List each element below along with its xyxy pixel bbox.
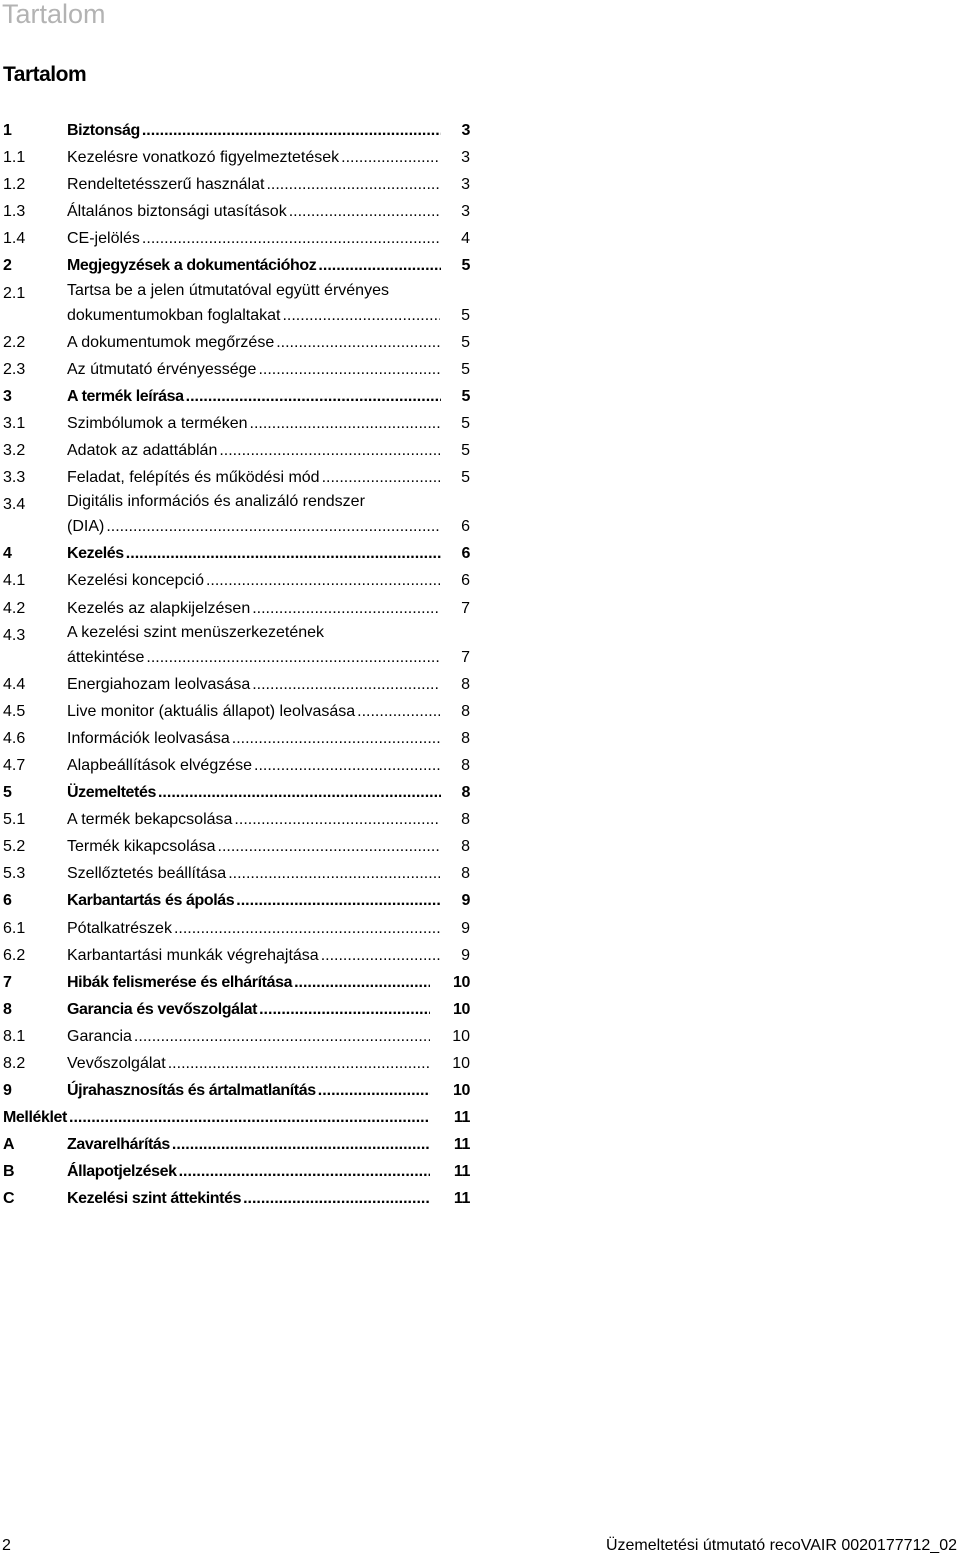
toc-entry-page: 3 <box>461 203 470 221</box>
toc-entry-body <box>67 117 470 144</box>
toc-entry-body <box>67 225 470 252</box>
toc-entry-title: Szellőztetés beállítása <box>67 865 227 883</box>
toc-entry-title: Garancia és vevőszolgálat <box>67 1000 258 1018</box>
toc-entry-title: Melléklet <box>3 1109 67 1127</box>
toc-entry-page: 8 <box>461 865 470 883</box>
toc-leader-dots <box>132 1023 430 1050</box>
toc-entry-page: 11 <box>453 1109 470 1127</box>
toc-entry-title: Információk leolvasása <box>67 729 230 747</box>
toc-entry-title: Pótalkatrészek <box>67 919 172 937</box>
toc-entry-page: 11 <box>453 1163 470 1181</box>
toc-entry-number: 2.2 <box>3 333 26 351</box>
toc-entry-title: Termék kikapcsolása <box>67 838 216 856</box>
toc-entry-body <box>3 1104 470 1131</box>
toc-entry-body <box>67 779 470 806</box>
toc-leader-dots <box>226 860 440 887</box>
toc-entry-page: 5 <box>461 414 470 432</box>
toc-entry[interactable] <box>0 280 470 329</box>
toc-entry-body <box>67 996 470 1023</box>
toc-entry-body <box>67 1077 470 1104</box>
toc-leader-dots <box>355 698 440 725</box>
toc-leader-dots <box>144 644 440 671</box>
toc-entry-number: 5.2 <box>3 838 26 856</box>
toc-leader-dots <box>67 1104 430 1131</box>
toc-entry-title: Zavarelhárítás <box>67 1136 170 1154</box>
toc-entry-title: CE-jelölés <box>67 230 140 248</box>
toc-entry[interactable] <box>0 491 470 540</box>
toc-entry-title: Alapbeállítások elvégzése <box>67 756 253 774</box>
toc-entry-page: 3 <box>461 176 470 194</box>
toc-entry[interactable] <box>0 198 470 225</box>
toc-entry-number: 1.4 <box>3 230 26 248</box>
toc-entry-number: 3.4 <box>3 496 26 514</box>
toc-entry-body <box>67 280 470 329</box>
footer-page-number: 2 <box>2 1537 11 1554</box>
toc-entry-page: 10 <box>452 1055 470 1072</box>
toc-entry-body <box>67 491 470 540</box>
toc-entry-title: Rendeltetésszerű használat <box>67 176 265 194</box>
toc-entry-page: 9 <box>461 892 470 910</box>
toc-entry[interactable] <box>0 887 470 914</box>
toc-entry-number: 4.7 <box>3 756 26 774</box>
toc-entry-body <box>67 144 470 171</box>
table-of-contents <box>0 117 480 1213</box>
toc-entry-title: Kezelés az alapkijelzésen <box>67 599 251 617</box>
toc-entry-title: Live monitor (aktuális állapot) leolvasása <box>67 702 356 720</box>
toc-entry[interactable] <box>0 725 470 752</box>
toc-entry-number: B <box>3 1163 15 1181</box>
toc-entry-title: Vevőszolgálat <box>67 1055 166 1072</box>
toc-entry-body <box>67 725 470 752</box>
toc-entry-body <box>67 383 470 410</box>
toc-leader-dots <box>216 833 441 860</box>
toc-leader-dots <box>319 942 440 969</box>
toc-entry-page: 11 <box>453 1136 470 1154</box>
toc-entry-title: Hibák felismerése és elhárítása <box>67 973 293 991</box>
toc-entry-number: 6 <box>3 892 12 910</box>
toc-entry-number: 3 <box>3 387 12 405</box>
toc-entry-title: Garancia <box>67 1027 132 1045</box>
toc-entry[interactable] <box>0 117 470 144</box>
toc-entry-title-continued: (DIA) <box>67 518 105 536</box>
toc-entry-body <box>67 252 470 279</box>
toc-entry-number: 4.5 <box>3 702 26 720</box>
toc-entry[interactable] <box>0 1131 470 1158</box>
toc-entry-body <box>67 198 470 225</box>
toc-leader-dots <box>104 513 440 540</box>
toc-entry-number: 5 <box>3 784 12 802</box>
toc-entry-body <box>67 1185 470 1212</box>
toc-entry-title: A kezelési szint menüszerkezetének <box>67 623 325 641</box>
toc-leader-dots <box>166 1050 430 1077</box>
toc-entry-title: Adatok az adattáblán <box>67 442 218 460</box>
toc-entry-page: 9 <box>461 919 470 937</box>
toc-entry[interactable] <box>0 329 470 356</box>
toc-leader-dots <box>316 252 441 279</box>
toc-entry[interactable] <box>0 671 470 698</box>
toc-entry-body <box>67 969 470 996</box>
toc-entry[interactable] <box>0 356 470 383</box>
toc-entry[interactable] <box>0 252 470 279</box>
footer-document-info: Üzemeltetési útmutató recoVAIR 0020177712_02 <box>605 1537 957 1554</box>
toc-leader-dots <box>256 356 440 383</box>
toc-entry[interactable] <box>0 915 470 942</box>
toc-leader-dots <box>124 540 441 567</box>
toc-entry-number: 1.2 <box>3 176 26 194</box>
toc-entry-body <box>67 752 470 779</box>
toc-entry[interactable] <box>0 567 470 594</box>
toc-entry-page: 5 <box>461 257 470 275</box>
toc-entry-number: 4 <box>3 545 12 563</box>
toc-entry-body <box>67 915 470 942</box>
toc-entry-title: Karbantartási munkák végrehajtása <box>67 946 319 964</box>
toc-entry-number: 3.3 <box>3 469 26 487</box>
toc-entry-page: 8 <box>461 702 470 720</box>
toc-entry-number: C <box>3 1190 15 1208</box>
toc-entry-number: 6.1 <box>3 919 26 937</box>
toc-entry-title: A termék leírása <box>67 387 184 405</box>
toc-entry-title: A termék bekapcsolása <box>67 811 233 829</box>
toc-entry-number: 1 <box>3 122 12 139</box>
toc-entry-body <box>67 1131 470 1158</box>
toc-entry-title: Üzemeltetés <box>67 784 156 802</box>
toc-leader-dots <box>292 969 430 996</box>
toc-entry-title: Kezelési koncepció <box>67 572 204 590</box>
toc-entry[interactable] <box>0 464 470 491</box>
toc-leader-dots <box>140 117 441 144</box>
toc-entry-title: Tartsa be a jelen útmutatóval együtt érvényes <box>67 281 389 299</box>
toc-leader-dots <box>252 752 440 779</box>
toc-entry-title: Általános biztonsági utasítások <box>67 203 287 221</box>
toc-entry-page: 8 <box>461 784 470 802</box>
toc-entry-title: Az útmutató érvényessége <box>67 360 257 378</box>
toc-entry-number: 3.2 <box>3 442 26 460</box>
toc-entry-body <box>67 171 470 198</box>
toc-entry-title: Feladat, felépítés és működési mód <box>67 469 320 487</box>
toc-entry-number: 5.3 <box>3 865 26 883</box>
toc-entry-body <box>67 356 470 383</box>
toc-entry-title: Kezelésre vonatkozó figyelmeztetések <box>67 149 340 167</box>
toc-entry[interactable] <box>0 540 470 567</box>
toc-entry-page: 8 <box>461 729 470 747</box>
toc-entry-number: 2 <box>3 257 12 275</box>
toc-entry-number: 8.1 <box>3 1027 26 1045</box>
toc-entry-body <box>67 567 470 594</box>
toc-entry-number: 8 <box>3 1000 12 1018</box>
toc-entry-page: 4 <box>461 230 470 248</box>
toc-entry-page: 6 <box>461 545 470 563</box>
toc-entry-body <box>67 622 470 671</box>
toc-entry-title: Karbantartás és ápolás <box>67 892 235 910</box>
toc-entry[interactable] <box>0 622 470 671</box>
toc-leader-dots <box>287 198 440 225</box>
toc-entry-page: 10 <box>452 1027 470 1045</box>
toc-entry-body <box>67 1158 470 1185</box>
toc-entry-number: 8.2 <box>3 1055 26 1072</box>
toc-leader-dots <box>339 144 440 171</box>
toc-entry-title: Kezelési szint áttekintés <box>67 1190 242 1208</box>
toc-entry-number: 9 <box>3 1082 12 1100</box>
toc-entry-title: Biztonság <box>67 122 140 139</box>
toc-entry-page: 10 <box>453 1082 470 1100</box>
toc-entry-page: 5 <box>461 387 470 405</box>
toc-leader-dots <box>320 464 440 491</box>
toc-entry-title: Újrahasznosítás és ártalmatlanítás <box>67 1082 316 1100</box>
toc-entry[interactable] <box>0 698 470 725</box>
toc-entry-title: Állapotjelzések <box>67 1163 177 1181</box>
toc-entry-title-continued: áttekintése <box>67 648 145 666</box>
toc-entry-title-continued-line <box>67 302 470 329</box>
toc-entry-title: Energiahozam leolvasása <box>67 675 251 693</box>
toc-entry[interactable] <box>0 833 470 860</box>
toc-entry[interactable] <box>0 437 470 464</box>
toc-leader-dots <box>234 887 441 914</box>
toc-entry-page: 5 <box>461 360 470 378</box>
toc-entry-page: 5 <box>461 333 470 351</box>
toc-entry[interactable] <box>0 860 470 887</box>
toc-entry-body <box>67 806 470 833</box>
toc-leader-dots <box>140 225 440 252</box>
toc-entry-body <box>67 1050 470 1077</box>
toc-entry-number: 4.6 <box>3 729 26 747</box>
toc-leader-dots <box>248 410 440 437</box>
toc-entry-page: 5 <box>461 442 470 460</box>
toc-entry-body <box>67 329 470 356</box>
toc-entry-number: 4.4 <box>3 675 26 693</box>
toc-entry[interactable] <box>0 969 470 996</box>
toc-entry-number: A <box>3 1136 15 1154</box>
toc-entry[interactable] <box>0 996 470 1023</box>
toc-entry-number: 1.3 <box>3 203 26 221</box>
toc-entry-page: 8 <box>461 675 470 693</box>
toc-entry[interactable] <box>0 1158 470 1185</box>
toc-entry[interactable] <box>0 1023 470 1050</box>
toc-leader-dots <box>316 1077 430 1104</box>
toc-leader-dots <box>264 171 440 198</box>
toc-entry-body <box>67 698 470 725</box>
toc-entry-page: 8 <box>461 838 470 856</box>
toc-leader-dots <box>274 329 440 356</box>
toc-entry[interactable] <box>0 171 470 198</box>
toc-entry-title: Szimbólumok a terméken <box>67 414 248 432</box>
toc-leader-dots <box>250 595 440 622</box>
toc-entry[interactable] <box>0 752 470 779</box>
toc-entry-body <box>67 887 470 914</box>
toc-entry-number: 4.2 <box>3 599 26 617</box>
running-header-title: Tartalom <box>2 0 106 29</box>
toc-leader-dots <box>204 567 440 594</box>
toc-entry-body <box>67 942 470 969</box>
toc-entry-title-continued-line <box>67 513 470 540</box>
toc-entry[interactable] <box>0 1104 470 1131</box>
toc-entry[interactable] <box>0 144 470 171</box>
toc-entry[interactable] <box>0 383 470 410</box>
toc-entry-title: Kezelés <box>67 545 124 563</box>
toc-entry[interactable] <box>0 225 470 252</box>
toc-entry-page: 8 <box>461 811 470 829</box>
toc-entry-number: 5.1 <box>3 811 26 829</box>
toc-entry-page: 5 <box>461 469 470 487</box>
toc-leader-dots <box>177 1158 430 1185</box>
toc-leader-dots <box>217 437 440 464</box>
toc-entry-page: 9 <box>461 946 470 964</box>
toc-entry[interactable] <box>0 1050 470 1077</box>
toc-leader-dots <box>250 671 440 698</box>
toc-entry-body <box>67 595 470 622</box>
toc-entry-page: 10 <box>453 1000 470 1018</box>
toc-entry-page: 8 <box>461 756 470 774</box>
toc-entry-body <box>67 1023 470 1050</box>
toc-entry-page: 7 <box>461 648 470 666</box>
toc-entry-number: 3.1 <box>3 414 26 432</box>
toc-entry[interactable] <box>0 806 470 833</box>
toc-leader-dots <box>172 915 440 942</box>
toc-entry-title-continued-line <box>67 644 470 671</box>
toc-entry[interactable] <box>0 942 470 969</box>
toc-entry-number: 1.1 <box>3 149 26 167</box>
toc-entry-page: 11 <box>453 1190 470 1208</box>
toc-entry-body <box>67 410 470 437</box>
toc-leader-dots <box>280 302 440 329</box>
toc-entry-title: Megjegyzések a dokumentációhoz <box>67 257 317 275</box>
toc-entry-page: 5 <box>461 306 470 324</box>
toc-leader-dots <box>230 725 440 752</box>
toc-entry[interactable] <box>0 595 470 622</box>
toc-leader-dots <box>156 779 441 806</box>
toc-entry-page: 6 <box>461 572 470 590</box>
toc-entry-number: 6.2 <box>3 946 26 964</box>
toc-entry[interactable] <box>0 779 470 806</box>
toc-entry[interactable] <box>0 1077 470 1104</box>
toc-entry-title-continued: dokumentumokban foglaltakat <box>67 306 281 324</box>
toc-leader-dots <box>232 806 440 833</box>
toc-entry-body <box>67 464 470 491</box>
toc-entry-number: 4.3 <box>3 626 26 644</box>
toc-entry-body <box>67 860 470 887</box>
toc-entry-title: Digitális információs és analizáló rendszer <box>67 493 365 511</box>
toc-entry-number: 7 <box>3 973 12 991</box>
toc-leader-dots <box>170 1131 430 1158</box>
toc-leader-dots <box>184 383 441 410</box>
toc-entry-body <box>67 437 470 464</box>
toc-entry-page: 6 <box>461 518 470 536</box>
toc-heading: Tartalom <box>3 63 87 86</box>
toc-leader-dots <box>257 996 430 1023</box>
toc-entry-body <box>67 671 470 698</box>
toc-entry-page: 10 <box>453 973 470 991</box>
toc-entry-page: 7 <box>461 599 470 617</box>
toc-leader-dots <box>241 1185 430 1212</box>
toc-entry-number: 2.3 <box>3 360 26 378</box>
toc-entry-body <box>67 833 470 860</box>
toc-entry[interactable] <box>0 1185 470 1212</box>
toc-entry-number: 2.1 <box>3 284 26 302</box>
toc-entry-body <box>67 540 470 567</box>
toc-entry-page: 3 <box>461 122 470 139</box>
toc-entry-page: 3 <box>461 149 470 167</box>
toc-entry-number: 4.1 <box>3 572 26 590</box>
toc-entry-title: A dokumentumok megőrzése <box>67 333 275 351</box>
toc-entry[interactable] <box>0 410 470 437</box>
